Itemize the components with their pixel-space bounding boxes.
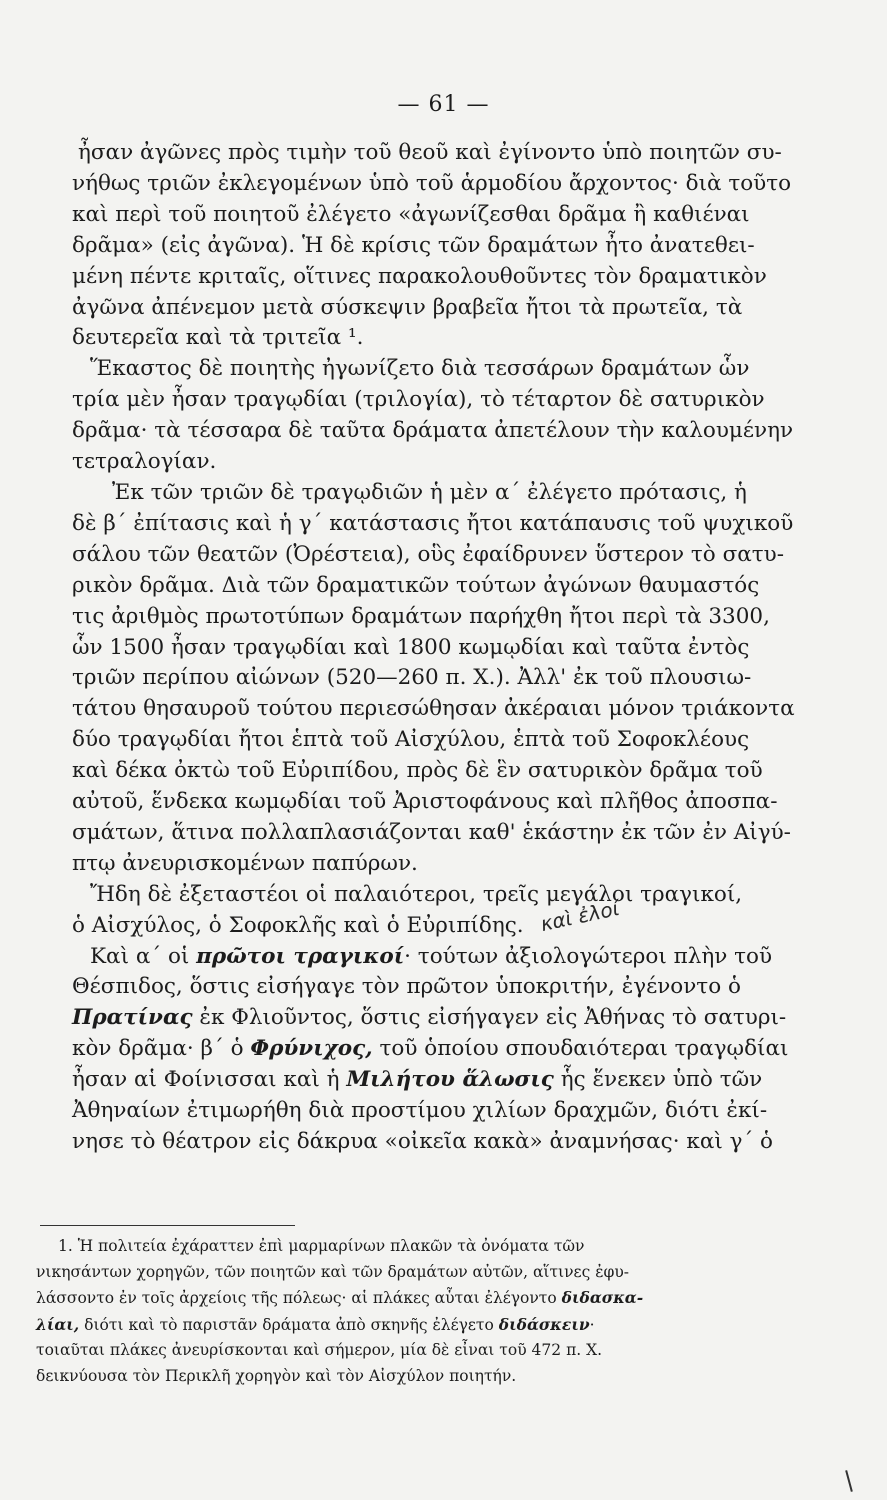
- text-run: δευτερεῖα καὶ τὰ τριτεῖα ¹.: [72, 325, 364, 351]
- text-run: ἦσαν αἱ Φοίνισσαι καὶ ἡ: [72, 1067, 347, 1093]
- text-line: [72, 571, 812, 602]
- text-run: δὲ β΄ ἐπίτασις καὶ ἡ γ΄ κατάστασις ἤτοι κατάπαυσις τοῦ ψυχικοῦ: [72, 510, 794, 536]
- footnote-line: [36, 1364, 766, 1390]
- text-run: Ἤδη δὲ ἐξεταστέοι οἱ παλαιότεροι, τρεῖς μεγάλοι τραγικοί,: [90, 881, 743, 907]
- text-run: · τούτων ἀξιολογώτεροι πλὴν τοῦ: [404, 943, 773, 969]
- emphasized-term: πρῶτοι τραγικοί: [196, 943, 405, 969]
- text-run: ρικὸν δρᾶμα. Διὰ τῶν δραματικῶν τούτων ἀγώνων θαυμαστός: [72, 572, 760, 598]
- text-line: [72, 756, 812, 787]
- text-run: τάτου θησαυροῦ τούτου περιεσώθησαν ἀκέραιαι μόνον τριάκοντα: [72, 696, 795, 722]
- text-run: νήθως τριῶν ἐκλεγομένων ὑπὸ τοῦ ἁρμοδίου ἄρχοντος· διὰ τοῦτο: [72, 170, 792, 196]
- text-line: [72, 323, 812, 354]
- text-line: [72, 694, 812, 725]
- text-run: ἦσαν ἀγῶνες πρὸς τιμὴν τοῦ θεοῦ καὶ ἐγίνοντο ὑπὸ ποιητῶν συ-: [78, 140, 782, 165]
- text-line: [72, 416, 812, 447]
- text-line: [72, 602, 812, 633]
- text-line: [72, 818, 812, 849]
- text-run: δρᾶμα· τὰ τέσσαρα δὲ ταῦτα δράματα ἀπετέλουν τὴν καλουμένην: [72, 418, 794, 444]
- text-run: νικησάντων χορηγῶν, τῶν ποιητῶν καὶ τῶν δραμάτων αὐτῶν, αἵτινες ἐφυ-: [36, 1262, 630, 1281]
- text-line: [72, 293, 812, 324]
- text-line: [72, 911, 812, 942]
- text-line: [72, 1127, 812, 1158]
- text-run: δύο τραγῳδίαι ἤτοι ἑπτὰ τοῦ Αἰσχύλου, ἑπτὰ τοῦ Σοφοκλέους: [72, 727, 750, 753]
- footnote-block: [36, 1234, 766, 1390]
- emphasized-term: Φρύνιχος,: [250, 1036, 373, 1062]
- text-run: τριῶν περίπου αἰώνων (520—260 π. Χ.). Ἀλλ' ἐκ τοῦ πλουσιω-: [72, 665, 752, 691]
- text-run: τοῦ ὁποίου σπουδαιότεραι τραγῳδίαι: [372, 1036, 789, 1062]
- text-line: [72, 663, 812, 694]
- text-line: [72, 972, 812, 1003]
- text-run: διότι καὶ τὸ παριστᾶν δράματα ἀπὸ σκηνῆς ἐλέγετο: [79, 1315, 499, 1334]
- text-run: Ἀθηναίων ἐτιμωρήθη διὰ προστίμου χιλίων δραχμῶν, διότι ἐκί-: [72, 1098, 768, 1124]
- text-run: πτῳ ἀνευρισκομένων παπύρων.: [72, 850, 418, 876]
- text-run: τις ἀριθμὸς πρωτοτύπων δραμάτων παρήχθη ἤτοι περὶ τὰ 3300,: [72, 603, 770, 629]
- text-run: ἀγῶνα ἀπένεμον μετὰ σύσκεψιν βραβεῖα ἤτοι τὰ πρωτεῖα, τὰ: [72, 294, 743, 320]
- text-run: Θέσπιδος, ὅστις εἰσήγαγε τὸν πρῶτον ὑποκριτήν, ἐγένοντο ὁ: [72, 974, 741, 1000]
- text-line: [72, 385, 812, 416]
- page-number: — 61 —: [397, 92, 490, 117]
- text-line: [72, 447, 812, 478]
- text-line: [72, 1034, 812, 1065]
- text-run: σάλου τῶν θεατῶν (Ὀρέστεια), οὓς ἐφαίδρυνεν ὕστερον τὸ σατυ-: [72, 541, 784, 567]
- footnote-line: [36, 1260, 766, 1286]
- text-run: δρᾶμα» (εἰς ἀγῶνα). Ἡ δὲ κρίσις τῶν δραμάτων ἦτο ἀνατεθει-: [72, 232, 755, 258]
- text-run: λάσσοντο ἐν τοῖς ἀρχείοις τῆς πόλεως· αἱ πλάκες αὗται ἐλέγοντο: [36, 1289, 562, 1308]
- text-line: [72, 1065, 812, 1096]
- text-run: 1. Ἡ πολιτεία ἐχάραττεν ἐπὶ μαρμαρίνων πλακῶν τὰ ὀνόματα τῶν: [58, 1237, 585, 1255]
- text-run: Ἐκ τῶν τριῶν δὲ τραγῳδιῶν ἡ μὲν α΄ ἐλέγετο πρότασις, ἡ: [112, 479, 747, 505]
- text-line: [72, 787, 812, 818]
- text-line: [72, 262, 812, 293]
- text-line: [72, 138, 812, 169]
- text-line: [72, 200, 812, 231]
- text-line: [72, 509, 812, 540]
- text-run: νησε τὸ θέατρον εἰς δάκρυα «οἰκεῖα κακὰ» ἀναμνήσας· καὶ γ΄ ὁ: [72, 1129, 773, 1154]
- text-run: αὐτοῦ, ἕνδεκα κωμῳδίαι τοῦ Ἀριστοφάνους καὶ πλῆθος ἀποσπα-: [72, 789, 778, 815]
- footnote-separator: [40, 1225, 295, 1226]
- emphasized-term: Πρατίνας: [72, 1005, 193, 1031]
- footnote-line: [36, 1234, 766, 1260]
- text-line: [72, 354, 812, 385]
- text-run: κὸν δρᾶμα· β΄ ὁ: [72, 1036, 251, 1062]
- text-run: Καὶ α΄ οἱ: [90, 943, 197, 969]
- text-run: ὧν 1500 ἦσαν τραγῳδίαι καὶ 1800 κωμῳδίαι καὶ ταῦτα ἐντὸς: [72, 634, 750, 660]
- text-line: [72, 1003, 812, 1034]
- text-run: τρία μὲν ἦσαν τραγῳδίαι (τριλογία), τὸ τέταρτον δὲ σατυρικὸν: [72, 387, 765, 413]
- text-run: ἐκ Φλιοῦντος, ὅστις εἰσήγαγεν εἰς Ἀθήνας τὸ σατυρι-: [192, 1005, 787, 1031]
- text-run: τετραλογίαν.: [72, 449, 217, 475]
- text-line: [72, 478, 812, 509]
- text-line: [72, 169, 812, 200]
- text-run: Ἕκαστος δὲ ποιητὴς ἠγωνίζετο διὰ τεσσάρων δραμάτων ὧν: [90, 356, 750, 382]
- text-run: καὶ περὶ τοῦ ποιητοῦ ἐλέγετο «ἀγωνίζεσθαι δρᾶμα ἢ καθιέναι: [72, 201, 750, 227]
- footnote-line: [36, 1338, 766, 1364]
- footnote-line: [36, 1285, 766, 1312]
- text-run: ἧς ἕνεκεν ὑπὸ τῶν: [553, 1067, 763, 1093]
- text-line: [72, 633, 812, 664]
- text-line: [72, 942, 812, 973]
- text-run: μένη πέντε κριταῖς, οἵτινες παρακολουθοῦντες τὸν δραματικὸν: [72, 263, 767, 289]
- text-run: τοιαῦται πλάκες ἀνευρίσκονται καὶ σήμερον, μία δὲ εἶναι τοῦ 472 π. Χ.: [36, 1341, 603, 1360]
- text-run: σμάτων, ἅτινα πολλαπλασιάζονται καθ' ἑκάστην ἐκ τῶν ἐν Αἰγύ-: [72, 819, 791, 845]
- footnote-line: [36, 1312, 766, 1339]
- emphasized-term: λίαι,: [36, 1314, 80, 1334]
- text-line: [72, 725, 812, 756]
- text-line: [72, 231, 812, 262]
- text-line: [72, 1096, 812, 1127]
- page-edge-mark: [845, 1470, 853, 1492]
- main-text-block: [72, 138, 812, 1158]
- text-run: καὶ δέκα ὀκτὼ τοῦ Εὐριπίδου, πρὸς δὲ ἓν σατυρικὸν δρᾶμα τοῦ: [72, 758, 763, 784]
- text-run: ·: [589, 1315, 595, 1334]
- text-run: ὁ Αἰσχύλος, ὁ Σοφοκλῆς καὶ ὁ Εὐριπίδης.: [72, 912, 524, 938]
- emphasized-term: διδάσκειν: [498, 1314, 590, 1334]
- text-line: [72, 849, 812, 880]
- text-line: [72, 540, 812, 571]
- handwritten-annotation: καὶ ἐλοί: [538, 895, 622, 937]
- text-line: [72, 880, 812, 911]
- emphasized-term: διδασκα-: [561, 1288, 644, 1308]
- emphasized-term: Μιλήτου ἅλωσις: [346, 1067, 554, 1093]
- text-run: δεικνύουσα τὸν Περικλῆ χορηγὸν καὶ τὸν Αἰσχύλον ποιητήν.: [36, 1366, 517, 1385]
